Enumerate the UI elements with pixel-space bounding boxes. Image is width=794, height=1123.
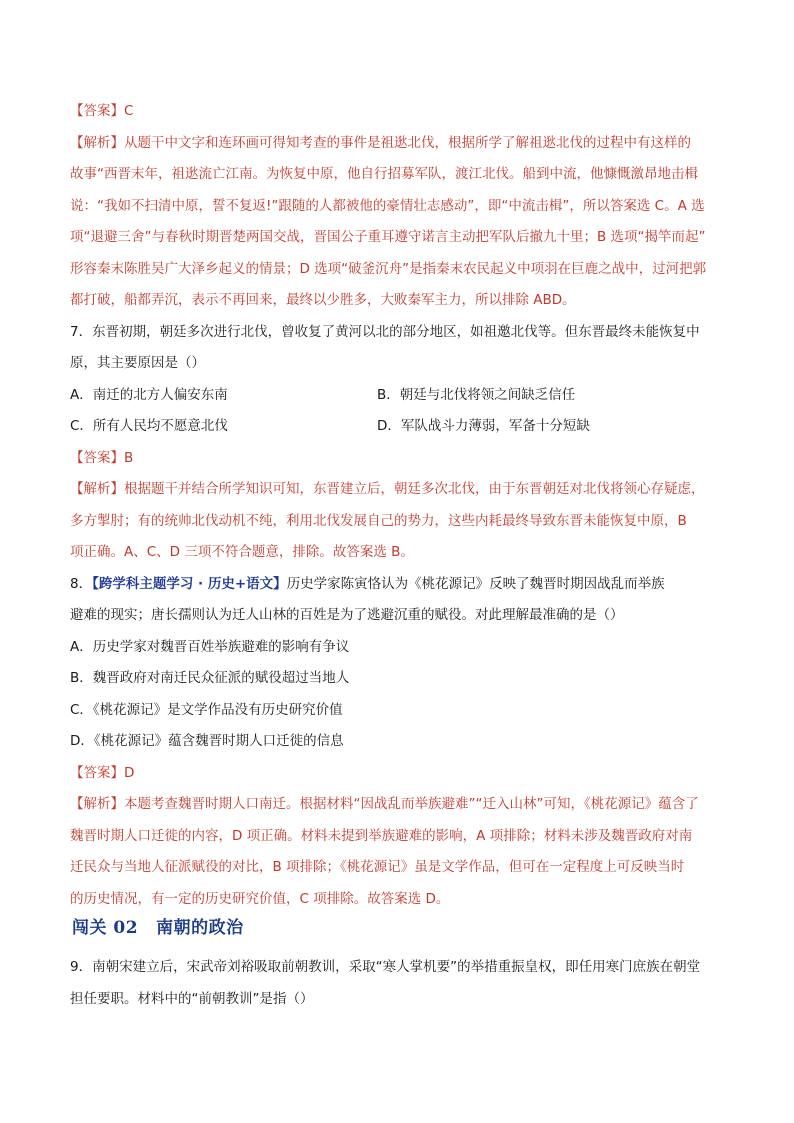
- analysis-line: 故事“西晋末年，祖逖流亡江南。为恢复中原，他自行招募军队，渡江北伐。船到中流，他慷慨激昂地击楫: [70, 166, 698, 182]
- analysis-tag: 【解析】: [70, 481, 124, 497]
- answer-value: C: [124, 103, 134, 119]
- analysis-line: 魏晋时期人口迁徙的内容，D 项正确。材料未提到举族避难的影响，A 项排除；材料未涉及魏晋政府对南: [70, 827, 693, 844]
- answer-line: [70, 758, 740, 790]
- answer-tag: 【答案】: [70, 449, 124, 466]
- analysis-line: [70, 474, 740, 506]
- option-a: A．南迁的北方人偏安东南: [70, 386, 228, 403]
- answer-line: [70, 96, 740, 128]
- question-8-text: [70, 569, 740, 601]
- section-label: 闯关 02: [72, 918, 139, 938]
- analysis-tag: 【解析】: [70, 134, 124, 151]
- analysis-line: 项“退避三舍”与春秋时期晋楚两国交战，晋国公子重耳遵守诺言主动把军队后撤九十里；B 选项“揭竿而起”: [70, 229, 706, 245]
- question-topic-tag: 【跨学科主题学习 · 历史+语文】: [92, 575, 287, 592]
- question-9-text: 担任要职。材料中的“前朝教训”是指（）: [70, 990, 314, 1007]
- analysis-line: 项正确。A、C、D 三项不符合题意，排除。故答案选 B。: [70, 544, 414, 560]
- option-c: C．所有人民均不愿意北伐: [70, 418, 228, 434]
- analysis-text: 从题干中文字和连环画可得知考查的事件是祖逖北伐，根据所学了解祖逖北伐的过程中有这样的: [124, 134, 691, 151]
- document-content: [70, 96, 740, 915]
- question-7-options-row: [70, 380, 740, 412]
- option-d: D．军队战斗力薄弱，军备十分短缺: [377, 418, 590, 434]
- analysis-line: 的历史情况，有一定的历史研究价值，C 项排除。故答案选 D。: [70, 890, 450, 907]
- question-8-text: 避难的现实；唐长孺则认为迁人山林的百姓是为了逃避沉重的赋役。对此理解最准确的是（）: [70, 607, 624, 623]
- question-7-options-row: [70, 411, 740, 443]
- section-title: 南朝的政治: [156, 918, 244, 938]
- analysis-line: [70, 128, 740, 160]
- analysis-tag: 【解析】: [70, 796, 124, 812]
- answer-line: [70, 443, 740, 475]
- analysis-text: 本题考查魏晋时期人口南迁。根据材料“因战乱而举族避难”“迁入山林”可知，《桃花源记》蕴含了: [124, 796, 699, 812]
- question-9-text: 9．南朝宋建立后，宋武帝刘裕吸取前朝教训，采取“寒人掌机要”的举措重振皇权，即任用寒门庶族在朝堂: [70, 959, 701, 975]
- analysis-line: 说：“我如不扫清中原，誓不复返!”跟随的人都被他的豪情壮志感动”，即“中流击楫”，所以答案选 C。A 选: [70, 197, 705, 214]
- section-heading: [72, 913, 244, 938]
- analysis-line: 迁民众与当地人征派赋役的对比，B 项排除；《桃花源记》虽是文学作品，但可在一定程度上可反映当时: [70, 859, 685, 875]
- answer-value: B: [124, 449, 134, 466]
- option-b: B．魏晋政府对南迁民众征派的赋役超过当地人: [70, 670, 350, 686]
- analysis-line: 多方掣肘；有的统帅北伐动机不纯，利用北伐发展自己的势力，这些内耗最终导致东晋未能恢复中原，B: [70, 512, 687, 529]
- analysis-line: 形容秦末陈胜吴广大泽乡起义的情景；D 选项“破釜沉舟”是指秦末农民起义中项羽在巨鹿之战中，过河把郭: [70, 260, 707, 277]
- answer-value: D: [124, 764, 135, 781]
- question-text: 历史学家陈寅恪认为《桃花源记》反映了魏晋时期因战乱而举族: [286, 575, 665, 592]
- option-b: B．朝廷与北伐将领之间缺乏信任: [377, 386, 576, 403]
- question-7-text: 7．东晋初期，朝廷多次进行北伐，曾收复了黄河以北的部分地区，如祖邀北伐等。但东晋最终未能恢复中: [70, 323, 700, 340]
- option-d: D．《桃花源记》蕴含魏晋时期人口迁徙的信息: [70, 733, 344, 749]
- option-c: C．《桃花源记》是文学作品没有历史研究价值: [70, 701, 343, 718]
- question-9: [70, 952, 740, 1015]
- question-number: 8．: [70, 575, 93, 592]
- analysis-line: 都打破，船都弄沉，表示不再回来，最终以少胜多，大败秦军主力，所以排除 ABD。: [70, 292, 576, 308]
- question-7-text: 原，其主要原因是（）: [70, 355, 205, 371]
- analysis-line: [70, 789, 740, 821]
- option-a: A．历史学家对魏晋百姓举族避难的影响有争议: [70, 638, 350, 655]
- analysis-text: 根据题干并结合所学知识可知，东晋建立后，朝廷多次北伐，由于东晋朝廷对北伐将领心存疑虑，: [124, 481, 705, 497]
- answer-tag: 【答案】: [70, 764, 124, 781]
- answer-tag: 【答案】: [70, 103, 124, 119]
